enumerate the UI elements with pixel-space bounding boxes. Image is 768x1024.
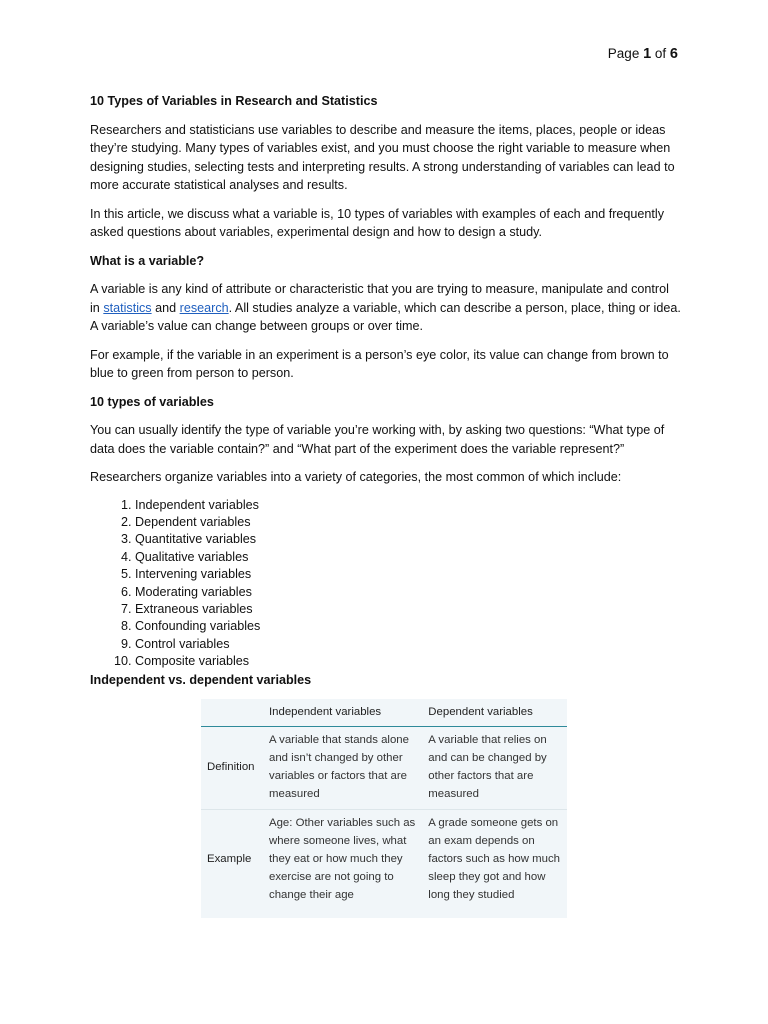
cell-independent-definition: A variable that stands alone and isn’t changed by other variables or factors that are measured	[263, 727, 422, 810]
list-item: 3. Quantitative variables	[135, 531, 682, 548]
page-number	[608, 46, 678, 62]
list-item: 8. Confounding variables	[135, 618, 682, 635]
text-segment: A variable is any kind of attribute or characteristic that you are trying to measure, manipulate and control in	[90, 282, 669, 315]
comparison-table-image	[201, 699, 567, 918]
intro-paragraph-1: Researchers and statisticians use variables to describe and measure the items, places, people or ideas they’re studying. Many types of variables exist, and you must choose the right variable to measure when designing studies, selecting tests and interpreting results. A strong understanding of variables can lead to more accurate statistical analyses and results.	[90, 122, 675, 192]
list-item: 9. Control variables	[135, 636, 682, 653]
research-link[interactable]: research	[179, 300, 229, 315]
page-prefix: Page	[607, 46, 644, 61]
table-header-row	[201, 699, 567, 727]
list-item: 5. Intervening variables	[135, 566, 682, 583]
comparison-heading: Independent vs. dependent variables	[90, 672, 312, 687]
list-item: 6. Moderating variables	[135, 584, 682, 601]
list-item: 4. Qualitative variables	[135, 549, 682, 566]
text-segment: . All studies analyze a variable, which can describe a person, place, thing or idea. A variable’s value can change between groups or over time.	[90, 300, 681, 333]
cell-dependent-example: A grade someone gets on an exam depends on factors such as how much sleep they got and how long they studied	[428, 817, 560, 902]
table-row	[201, 727, 567, 810]
list-item: 1. Independent variables	[135, 497, 682, 514]
document-title: 10 Types of Variables in Research and Statistics	[90, 94, 378, 108]
list-item: 7. Extraneous variables	[135, 601, 682, 618]
statistics-link[interactable]: statistics	[103, 300, 152, 315]
cell-independent-example: Age: Other variables such as where someone lives, what they eat or how much they exercise are not going to change their age	[269, 817, 416, 902]
what-is-variable-paragraph-2: For example, if the variable in an experiment is a person’s eye color, its value can change from brown to blue to green from person to person.	[90, 347, 669, 380]
text-segment: and	[151, 300, 180, 315]
comparison-table	[201, 699, 567, 910]
what-is-variable-paragraph-1	[90, 280, 682, 336]
cell-dependent-definition: A variable that relies on and can be changed by other factors that are measured	[422, 727, 567, 810]
intro-paragraph-2: In this article, we discuss what a variable is, 10 types of variables with examples of each and frequently asked questions about variables, experimental design and how to design a study.	[90, 206, 665, 239]
row-label-example: Example	[207, 853, 252, 866]
header-empty-cell	[201, 699, 263, 727]
page-total: 6	[669, 46, 678, 62]
page-current: 1	[643, 46, 652, 62]
header-independent: Independent variables	[263, 699, 422, 727]
row-label-definition: Definition	[201, 727, 263, 810]
document-body	[90, 92, 682, 918]
what-is-variable-heading: What is a variable?	[90, 253, 205, 268]
table-row	[201, 810, 567, 911]
types-paragraph-2: Researchers organize variables into a variety of categories, the most common of which include:	[90, 470, 622, 484]
types-heading: 10 types of variables	[90, 394, 214, 409]
header-dependent: Dependent variables	[422, 699, 567, 727]
variable-types-list	[90, 497, 682, 671]
list-item: 10. Composite variables	[135, 653, 682, 670]
list-item: 2. Dependent variables	[135, 514, 682, 531]
types-paragraph-1: You can usually identify the type of variable you’re working with, by asking two questions: “What type of data does the variable contain?” and “What part of the experiment does the variable represent?”	[90, 423, 665, 456]
page-middle: of	[651, 46, 670, 61]
